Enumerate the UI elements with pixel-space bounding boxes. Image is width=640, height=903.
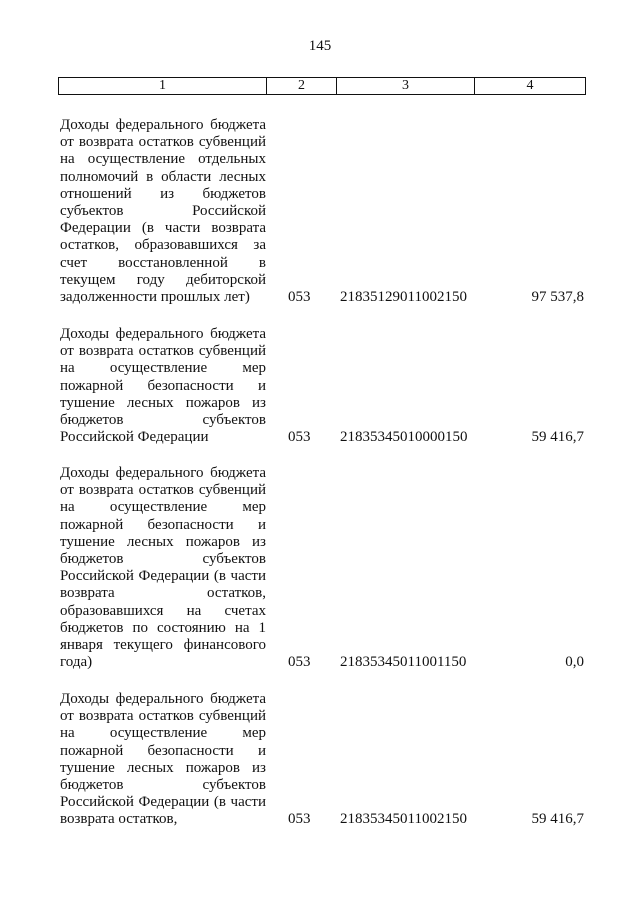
description-line: тушение лесных пожаров из [60, 533, 266, 550]
description-line: возврата остатков, [60, 811, 178, 828]
description-line: на осуществление мер [60, 725, 266, 742]
row-amount: 97 537,8 [531, 289, 584, 306]
description-line: на осуществление отдельных [60, 151, 266, 168]
description-line: от возврата остатков субвенций [60, 482, 266, 499]
description-line: года) [60, 654, 93, 671]
description-line: задолженности прошлых лет) [60, 289, 250, 306]
table-row [60, 691, 586, 829]
description-line: на осуществление мер [60, 499, 266, 516]
row-admin-code: 053 [288, 811, 311, 828]
row-description [60, 117, 266, 306]
description-line: Российской Федерации (в части [60, 794, 266, 811]
table-row [60, 117, 586, 306]
description-line: образовавшихся на счетах [60, 602, 266, 619]
description-line: пожарной безопасности и [60, 516, 266, 533]
description-line: Российской Федерации (в части [60, 568, 266, 585]
description-line: от возврата остатков субвенций [60, 708, 266, 725]
description-line: от возврата остатков субвенций [60, 343, 266, 360]
description-line: января текущего финансового [60, 637, 266, 654]
description-line: пожарной безопасности и [60, 377, 266, 394]
table-row [60, 465, 586, 671]
description-line: Доходы федерального бюджета [60, 465, 266, 481]
row-admin-code: 053 [288, 289, 311, 306]
description-line: субъектов Российской [60, 203, 266, 220]
description-line: текущем году дебиторской [60, 271, 266, 288]
description-line: тушение лесных пожаров из [60, 759, 266, 776]
header-col-3: 3 [337, 78, 475, 94]
description-line: полномочий в области лесных [60, 168, 266, 185]
row-description [60, 465, 266, 671]
row-budget-code: 21835345010000150 [340, 429, 468, 446]
description-line: бюджетов по состоянию на 1 [60, 619, 266, 636]
row-budget-code: 21835345011001150 [340, 654, 467, 671]
row-description [60, 326, 266, 446]
description-line: на осуществление мер [60, 360, 266, 377]
table-row [60, 326, 586, 446]
description-line: счет восстановленной в [60, 254, 266, 271]
header-col-1: 1 [59, 78, 267, 94]
header-col-4: 4 [526, 78, 534, 93]
description-line: от возврата остатков субвенций [60, 134, 266, 151]
description-line: Доходы федерального бюджета [60, 117, 266, 133]
description-line: бюджетов субъектов [60, 551, 266, 568]
row-amount: 59 416,7 [531, 429, 584, 446]
row-amount: 0,0 [565, 654, 584, 671]
description-line: тушение лесных пожаров из [60, 394, 266, 411]
row-budget-code: 21835129011002150 [340, 289, 467, 306]
description-line: остатков, образовавшихся за [60, 237, 266, 254]
description-line: Федерации (в части возврата [60, 220, 266, 237]
description-line: бюджетов субъектов [60, 412, 266, 429]
description-line: пожарной безопасности и [60, 742, 266, 759]
row-amount: 59 416,7 [531, 811, 584, 828]
description-line: возврата остатков, [60, 585, 266, 602]
description-line: Российской Федерации [60, 429, 209, 446]
row-admin-code: 053 [288, 429, 311, 446]
description-line: Доходы федерального бюджета [60, 326, 266, 342]
table-header-row [58, 77, 586, 95]
description-line: бюджетов субъектов [60, 777, 266, 794]
header-col-2: 2 [267, 78, 337, 94]
row-admin-code: 053 [288, 654, 311, 671]
row-budget-code: 21835345011002150 [340, 811, 467, 828]
description-line: отношений из бюджетов [60, 185, 266, 202]
page-number: 145 [308, 38, 332, 54]
description-line: Доходы федерального бюджета [60, 691, 266, 707]
row-description [60, 691, 266, 829]
